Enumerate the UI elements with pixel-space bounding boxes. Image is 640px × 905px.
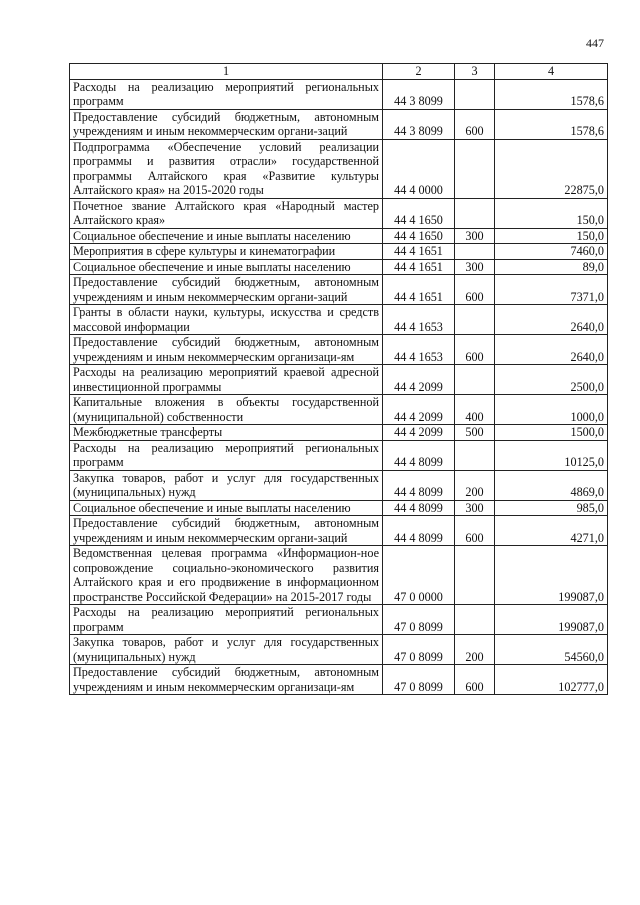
row-amount-cell: 7460,0 bbox=[495, 244, 608, 260]
column-header-code: 2 bbox=[383, 64, 455, 80]
row-amount-cell: 1500,0 bbox=[495, 425, 608, 441]
row-amount-cell: 2500,0 bbox=[495, 365, 608, 395]
row-expense-type-cell bbox=[455, 605, 495, 635]
row-code-cell: 44 4 1653 bbox=[383, 305, 455, 335]
row-name-cell: Подпрограмма «Обеспечение условий реализации программы и развития отрасли» государственной программы Алтайского края «Развитие культуры Алтайского края» на 2015-2020 годы bbox=[70, 139, 383, 198]
row-code-cell: 44 4 8099 bbox=[383, 440, 455, 470]
row-name-cell: Предоставление субсидий бюджетным, автономным учреждениям и иным некоммерческим органи-заций bbox=[70, 275, 383, 305]
row-code-cell: 44 4 1651 bbox=[383, 259, 455, 275]
row-code-cell: 44 4 2099 bbox=[383, 365, 455, 395]
table-row bbox=[70, 395, 608, 425]
row-expense-type-cell: 600 bbox=[455, 516, 495, 546]
row-code-cell: 44 4 1651 bbox=[383, 244, 455, 260]
row-amount-cell: 54560,0 bbox=[495, 635, 608, 665]
row-code-cell: 44 4 1651 bbox=[383, 275, 455, 305]
row-amount-cell: 985,0 bbox=[495, 500, 608, 516]
row-expense-type-cell: 600 bbox=[455, 665, 495, 695]
column-header-name: 1 bbox=[70, 64, 383, 80]
row-amount-cell: 2640,0 bbox=[495, 305, 608, 335]
row-amount-cell: 1578,6 bbox=[495, 109, 608, 139]
row-expense-type-cell: 500 bbox=[455, 425, 495, 441]
column-header-amount: 4 bbox=[495, 64, 608, 80]
row-expense-type-cell: 600 bbox=[455, 275, 495, 305]
row-amount-cell: 22875,0 bbox=[495, 139, 608, 198]
table-row bbox=[70, 470, 608, 500]
row-amount-cell: 199087,0 bbox=[495, 546, 608, 605]
row-expense-type-cell: 600 bbox=[455, 109, 495, 139]
row-name-cell: Расходы на реализацию мероприятий региональных программ bbox=[70, 605, 383, 635]
row-expense-type-cell: 200 bbox=[455, 470, 495, 500]
row-amount-cell: 150,0 bbox=[495, 198, 608, 228]
table-row bbox=[70, 109, 608, 139]
row-code-cell: 44 4 1650 bbox=[383, 198, 455, 228]
row-name-cell: Социальное обеспечение и иные выплаты населению bbox=[70, 259, 383, 275]
table-row bbox=[70, 440, 608, 470]
table-header-row bbox=[70, 64, 608, 80]
row-name-cell: Расходы на реализацию мероприятий региональных программ bbox=[70, 79, 383, 109]
row-expense-type-cell: 600 bbox=[455, 335, 495, 365]
row-expense-type-cell: 200 bbox=[455, 635, 495, 665]
table-row bbox=[70, 275, 608, 305]
row-code-cell: 44 4 8099 bbox=[383, 470, 455, 500]
table-row bbox=[70, 198, 608, 228]
table-row bbox=[70, 425, 608, 441]
row-name-cell: Ведомственная целевая программа «Информацион-ное сопровождение социально-экономического развития Алтайского края и его продвижение в информационном пространстве Российской Федерации» на 2015-2017 годы bbox=[70, 546, 383, 605]
table-row bbox=[70, 259, 608, 275]
row-code-cell: 44 3 8099 bbox=[383, 109, 455, 139]
row-name-cell: Предоставление субсидий бюджетным, автономным учреждениям и иным некоммерческим органи-заций bbox=[70, 516, 383, 546]
row-name-cell: Предоставление субсидий бюджетным, автономным учреждениям и иным некоммерческим организаци-ям bbox=[70, 335, 383, 365]
row-amount-cell: 102777,0 bbox=[495, 665, 608, 695]
row-amount-cell: 2640,0 bbox=[495, 335, 608, 365]
row-expense-type-cell bbox=[455, 305, 495, 335]
row-amount-cell: 199087,0 bbox=[495, 605, 608, 635]
budget-table bbox=[69, 63, 608, 695]
row-code-cell: 47 0 0000 bbox=[383, 546, 455, 605]
row-amount-cell: 1000,0 bbox=[495, 395, 608, 425]
row-name-cell: Социальное обеспечение и иные выплаты населению bbox=[70, 228, 383, 244]
row-name-cell: Предоставление субсидий бюджетным, автономным учреждениям и иным некоммерческим органи-заций bbox=[70, 109, 383, 139]
row-amount-cell: 150,0 bbox=[495, 228, 608, 244]
row-expense-type-cell: 300 bbox=[455, 500, 495, 516]
row-amount-cell: 89,0 bbox=[495, 259, 608, 275]
row-name-cell: Социальное обеспечение и иные выплаты населению bbox=[70, 500, 383, 516]
row-expense-type-cell: 400 bbox=[455, 395, 495, 425]
table-row bbox=[70, 305, 608, 335]
table-row bbox=[70, 244, 608, 260]
row-code-cell: 44 4 2099 bbox=[383, 425, 455, 441]
row-name-cell: Гранты в области науки, культуры, искусства и средств массовой информации bbox=[70, 305, 383, 335]
row-name-cell: Расходы на реализацию мероприятий краевой адресной инвестиционной программы bbox=[70, 365, 383, 395]
table-row bbox=[70, 516, 608, 546]
row-name-cell: Межбюджетные трансферты bbox=[70, 425, 383, 441]
row-code-cell: 44 4 8099 bbox=[383, 500, 455, 516]
row-code-cell: 44 4 1650 bbox=[383, 228, 455, 244]
row-name-cell: Закупка товаров, работ и услуг для государственных (муниципальных) нужд bbox=[70, 635, 383, 665]
row-code-cell: 44 4 0000 bbox=[383, 139, 455, 198]
row-name-cell: Предоставление субсидий бюджетным, автономным учреждениям и иным некоммерческим организаци-ям bbox=[70, 665, 383, 695]
row-expense-type-cell: 300 bbox=[455, 259, 495, 275]
row-expense-type-cell bbox=[455, 546, 495, 605]
table-row bbox=[70, 500, 608, 516]
row-expense-type-cell bbox=[455, 244, 495, 260]
table-row bbox=[70, 79, 608, 109]
table-row bbox=[70, 546, 608, 605]
row-code-cell: 44 4 1653 bbox=[383, 335, 455, 365]
row-amount-cell: 7371,0 bbox=[495, 275, 608, 305]
row-amount-cell: 4869,0 bbox=[495, 470, 608, 500]
row-amount-cell: 4271,0 bbox=[495, 516, 608, 546]
row-expense-type-cell: 300 bbox=[455, 228, 495, 244]
row-amount-cell: 10125,0 bbox=[495, 440, 608, 470]
page-number: 447 bbox=[586, 36, 604, 50]
table-row bbox=[70, 665, 608, 695]
row-expense-type-cell bbox=[455, 139, 495, 198]
row-expense-type-cell bbox=[455, 198, 495, 228]
row-name-cell: Мероприятия в сфере культуры и кинематографии bbox=[70, 244, 383, 260]
row-code-cell: 47 0 8099 bbox=[383, 665, 455, 695]
row-amount-cell: 1578,6 bbox=[495, 79, 608, 109]
row-expense-type-cell bbox=[455, 79, 495, 109]
row-name-cell: Почетное звание Алтайского края «Народный мастер Алтайского края» bbox=[70, 198, 383, 228]
row-code-cell: 44 4 2099 bbox=[383, 395, 455, 425]
row-code-cell: 44 3 8099 bbox=[383, 79, 455, 109]
row-code-cell: 47 0 8099 bbox=[383, 605, 455, 635]
table-row bbox=[70, 635, 608, 665]
row-name-cell: Капитальные вложения в объекты государственной (муниципальной) собственности bbox=[70, 395, 383, 425]
row-code-cell: 47 0 8099 bbox=[383, 635, 455, 665]
row-name-cell: Закупка товаров, работ и услуг для государственных (муниципальных) нужд bbox=[70, 470, 383, 500]
table-row bbox=[70, 335, 608, 365]
column-header-type: 3 bbox=[455, 64, 495, 80]
row-name-cell: Расходы на реализацию мероприятий региональных программ bbox=[70, 440, 383, 470]
table-row bbox=[70, 365, 608, 395]
table-row bbox=[70, 605, 608, 635]
row-code-cell: 44 4 8099 bbox=[383, 516, 455, 546]
row-expense-type-cell bbox=[455, 440, 495, 470]
table-row bbox=[70, 228, 608, 244]
row-expense-type-cell bbox=[455, 365, 495, 395]
table-row bbox=[70, 139, 608, 198]
